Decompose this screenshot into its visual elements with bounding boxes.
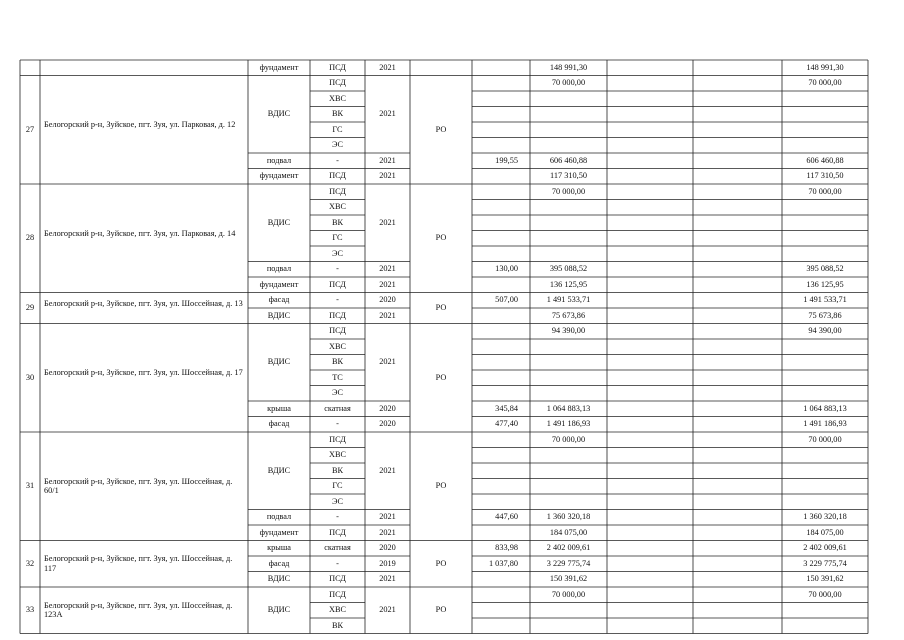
total-cell: 75 673,86 <box>808 310 842 320</box>
total-cell: 94 390,00 <box>808 326 842 336</box>
total-cell: 184 075,00 <box>806 527 844 537</box>
area-cell: 447,60 <box>495 512 518 522</box>
element-cell: ХВС <box>328 202 347 212</box>
element-cell: ПСД <box>329 186 346 196</box>
year-cell: 2021 <box>379 62 396 72</box>
element-cell: ПСД <box>329 62 346 72</box>
work-type-cell: фундамент <box>259 279 299 289</box>
work-type-cell: фасад <box>268 295 290 305</box>
cost-cell: 94 390,00 <box>551 326 586 336</box>
element-cell: ПСД <box>329 326 346 336</box>
area-cell: 477,40 <box>495 419 518 429</box>
element-cell: ВК <box>331 217 344 227</box>
cost-cell: 2 402 009,61 <box>546 543 591 553</box>
total-cell: 606 460,88 <box>806 155 844 165</box>
total-cell: 395 088,52 <box>806 264 844 274</box>
element-cell: ПСД <box>329 527 346 537</box>
element-cell: ВК <box>331 465 344 475</box>
row-number: 28 <box>25 233 35 243</box>
year-cell: 2021 <box>379 279 396 289</box>
work-type-cell: подвал <box>266 155 292 165</box>
cost-cell: 70 000,00 <box>551 78 586 88</box>
year-cell: 2021 <box>379 527 396 537</box>
year-cell: 2021 <box>379 217 396 227</box>
year-cell: 2021 <box>379 512 396 522</box>
row-number: 31 <box>25 481 35 491</box>
method-cell: РО <box>435 372 447 382</box>
total-cell: 1 064 883,13 <box>803 403 847 413</box>
total-cell: 148 991,30 <box>806 62 844 72</box>
method-cell: РО <box>435 605 447 615</box>
total-cell: 117 310,50 <box>806 171 844 181</box>
area-cell: 130,00 <box>495 264 518 274</box>
work-type-cell: подвал <box>266 264 292 274</box>
method-cell: РО <box>435 233 447 243</box>
work-type-cell: фундамент <box>259 62 299 72</box>
total-cell: 136 125,95 <box>806 279 844 289</box>
work-type-cell: ВДИС <box>267 109 291 119</box>
cost-cell: 148 991,30 <box>549 62 588 72</box>
total-cell: 3 229 775,74 <box>803 558 847 568</box>
element-cell: ПСД <box>329 78 346 88</box>
element-cell: ЭС <box>331 140 343 150</box>
address-cell: Белогорский р-н, Зуйское, пгт. Зуя, ул. Парковая, д. 12 <box>44 120 236 130</box>
method-cell: РО <box>435 124 447 134</box>
work-type-cell: фундамент <box>259 171 299 181</box>
work-type-cell: ВДИС <box>267 310 291 320</box>
element-cell: ПСД <box>329 589 346 599</box>
total-cell: 150 391,62 <box>806 574 844 584</box>
area-cell: 199,55 <box>495 155 518 165</box>
work-type-cell: фасад <box>268 419 290 429</box>
element-cell: ХВС <box>328 93 347 103</box>
row-number: 30 <box>25 372 35 382</box>
address-cell: Белогорский р-н, Зуйское, пгт. Зуя, ул. Шоссейная, д. 123А <box>44 600 233 620</box>
element-cell: - <box>336 295 339 305</box>
total-cell: 1 491 186,93 <box>803 419 847 429</box>
year-cell: 2021 <box>379 109 396 119</box>
area-cell: 345,84 <box>495 403 518 413</box>
year-cell: 2020 <box>379 543 396 553</box>
row-number: 27 <box>25 124 35 134</box>
year-cell: 2020 <box>379 419 396 429</box>
element-cell: - <box>336 512 339 522</box>
element-cell: ТС <box>332 372 343 382</box>
year-cell: 2021 <box>379 605 396 615</box>
area-cell: 507,00 <box>495 295 518 305</box>
total-cell: 70 000,00 <box>808 78 842 88</box>
cost-cell: 3 229 775,74 <box>546 558 591 568</box>
cost-cell: 1 360 320,18 <box>546 512 591 522</box>
element-cell: ВК <box>331 357 344 367</box>
element-cell: ПСД <box>329 171 346 181</box>
work-type-cell: ВДИС <box>267 605 291 615</box>
total-cell: 1 491 533,71 <box>803 295 847 305</box>
total-cell: 70 000,00 <box>808 434 842 444</box>
work-type-cell: ВДИС <box>267 217 291 227</box>
element-cell: ПСД <box>329 310 346 320</box>
address-cell: Белогорский р-н, Зуйское, пгт. Зуя, ул. Шоссейная, д. 117 <box>44 554 233 573</box>
area-cell: 833,98 <box>495 543 518 553</box>
row-number: 33 <box>25 605 35 615</box>
element-cell: скатная <box>324 403 351 413</box>
element-cell: ПСД <box>329 574 346 584</box>
address-cell: Белогорский р-н, Зуйское, пгт. Зуя, ул. Парковая, д. 14 <box>44 228 236 238</box>
element-cell: ХВС <box>328 450 347 460</box>
work-type-cell: крыша <box>267 543 291 553</box>
cost-cell: 150 391,62 <box>549 574 588 584</box>
element-cell: ВК <box>331 109 344 119</box>
area-cell: 1 037,80 <box>488 558 518 568</box>
element-cell: ГС <box>332 233 343 243</box>
year-cell: 2020 <box>379 295 396 305</box>
year-cell: 2021 <box>379 264 396 274</box>
element-cell: ВК <box>331 620 344 630</box>
year-cell: 2021 <box>379 465 396 475</box>
cost-cell: 117 310,50 <box>549 171 588 181</box>
year-cell: 2021 <box>379 155 396 165</box>
total-cell: 1 360 320,18 <box>803 512 847 522</box>
method-cell: РО <box>435 303 447 312</box>
year-cell: 2020 <box>379 403 396 413</box>
cost-cell: 606 460,88 <box>549 155 588 165</box>
method-cell: РО <box>435 558 447 568</box>
element-cell: ГС <box>332 124 343 134</box>
year-cell: 2021 <box>379 357 396 367</box>
year-cell: 2021 <box>379 574 396 584</box>
row-number: 29 <box>25 303 35 312</box>
work-type-cell: ВДИС <box>267 465 291 475</box>
cost-cell: 184 075,00 <box>549 527 588 537</box>
element-cell: ГС <box>332 481 343 491</box>
cost-cell: 395 088,52 <box>549 264 588 274</box>
cost-cell: 1 491 186,93 <box>546 419 591 429</box>
method-cell: РО <box>435 481 447 491</box>
year-cell: 2021 <box>379 171 396 181</box>
address-cell: Белогорский р-н, Зуйское, пгт. Зуя, ул. Шоссейная, д. 17 <box>44 368 243 378</box>
address-cell: Белогорский р-н, Зуйское, пгт. Зуя, ул. Шоссейная, д. 13 <box>44 298 243 308</box>
cost-cell: 1 064 883,13 <box>546 403 591 413</box>
cost-cell: 70 000,00 <box>551 186 586 196</box>
cost-cell: 75 673,86 <box>551 310 586 320</box>
element-cell: ХВС <box>328 605 347 615</box>
total-cell: 2 402 009,61 <box>803 543 847 553</box>
element-cell: - <box>336 264 339 274</box>
work-type-cell: фундамент <box>259 527 299 537</box>
work-type-cell: подвал <box>266 512 292 522</box>
cost-cell: 70 000,00 <box>551 589 586 599</box>
element-cell: ПСД <box>329 434 346 444</box>
work-type-cell: крыша <box>267 403 291 413</box>
cost-cell: 70 000,00 <box>551 434 586 444</box>
year-cell: 2021 <box>379 310 396 320</box>
row-number: 32 <box>25 558 35 568</box>
year-cell: 2019 <box>379 558 396 568</box>
total-cell: 70 000,00 <box>808 589 842 599</box>
total-cell: 70 000,00 <box>808 186 842 196</box>
element-cell: - <box>336 419 339 429</box>
work-type-cell: фасад <box>268 558 290 568</box>
cost-cell: 1 491 533,71 <box>546 295 591 305</box>
cost-cell: 136 125,95 <box>549 279 588 289</box>
element-cell: - <box>336 558 339 568</box>
element-cell: ЭС <box>331 248 343 258</box>
work-type-cell: ВДИС <box>267 357 291 367</box>
element-cell: ПСД <box>329 279 346 289</box>
element-cell: ЭС <box>331 388 343 398</box>
element-cell: ЭС <box>331 496 343 506</box>
element-cell: скатная <box>324 543 351 553</box>
element-cell: ХВС <box>328 341 347 351</box>
address-cell: Белогорский р-н, Зуйское, пгт. Зуя, ул. Шоссейная, д. 60/1 <box>44 476 233 496</box>
element-cell: - <box>336 155 339 165</box>
work-type-cell: ВДИС <box>267 574 291 584</box>
